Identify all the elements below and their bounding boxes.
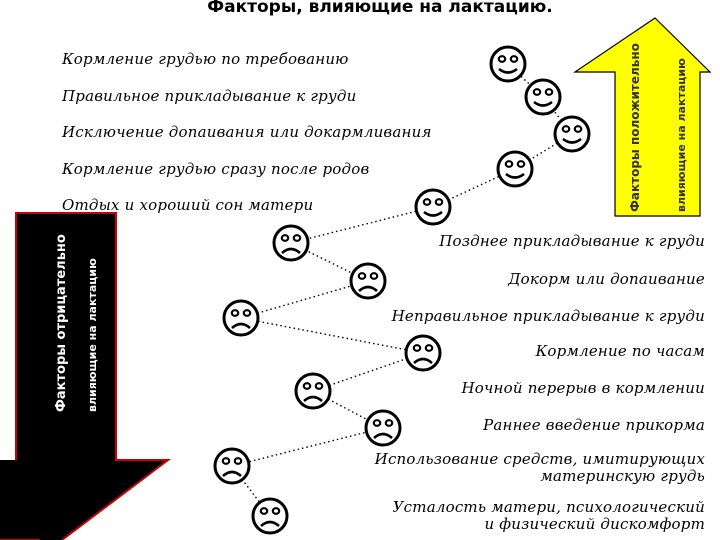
sad-icon bbox=[253, 499, 287, 533]
page-title: Факторы, влияющие на лактацию. bbox=[207, 0, 553, 17]
smile-icon bbox=[416, 190, 450, 224]
smile-icon bbox=[555, 117, 589, 151]
positive-arrow-line1: Факторы положительно bbox=[628, 43, 642, 212]
positive-factor-1: Кормление грудью по требованию bbox=[62, 50, 349, 68]
smile-icon bbox=[526, 80, 560, 114]
negative-factor-3: Неправильное прикладывание к груди bbox=[391, 307, 705, 325]
smile-icon bbox=[491, 47, 525, 81]
positive-factor-4: Кормление грудью сразу после родов bbox=[62, 160, 370, 178]
negative-factor-8-line2: и физический дискомфорт bbox=[484, 515, 705, 533]
smile-icon bbox=[498, 152, 532, 186]
negative-factor-8-line1: Усталость матери, психологический bbox=[392, 498, 705, 516]
positive-factor-5: Отдых и хороший сон матери bbox=[62, 196, 314, 214]
sad-icon bbox=[274, 226, 308, 260]
sad-icon bbox=[351, 264, 385, 298]
sad-icon bbox=[296, 374, 330, 408]
sad-icon bbox=[366, 411, 400, 445]
positive-arrow-line2: влияющие на лактацию bbox=[675, 58, 688, 212]
sad-icon bbox=[406, 336, 440, 370]
positive-factor-3: Исключение допаивания или докармливания bbox=[62, 123, 432, 141]
negative-arrow-line1: Факторы отрицательно bbox=[54, 234, 69, 412]
negative-factor-1: Позднее прикладывание к груди bbox=[439, 232, 705, 250]
negative-factor-6: Раннее введение прикорма bbox=[483, 416, 705, 434]
positive-factor-2: Правильное прикладывание к груди bbox=[62, 87, 357, 105]
negative-arrow-line2: влияющие на лактацию bbox=[86, 258, 99, 412]
sad-icon bbox=[224, 301, 258, 335]
negative-factor-7-line2: материнскую грудь bbox=[540, 467, 705, 485]
negative-factor-2: Докорм или допаивание bbox=[508, 270, 705, 288]
negative-factor-7-line1: Использование средств, имитирующих bbox=[374, 450, 705, 468]
negative-factor-5: Ночной перерыв в кормлении bbox=[461, 379, 705, 397]
negative-factor-4: Кормление по часам bbox=[535, 342, 705, 360]
sad-icon bbox=[215, 449, 249, 483]
